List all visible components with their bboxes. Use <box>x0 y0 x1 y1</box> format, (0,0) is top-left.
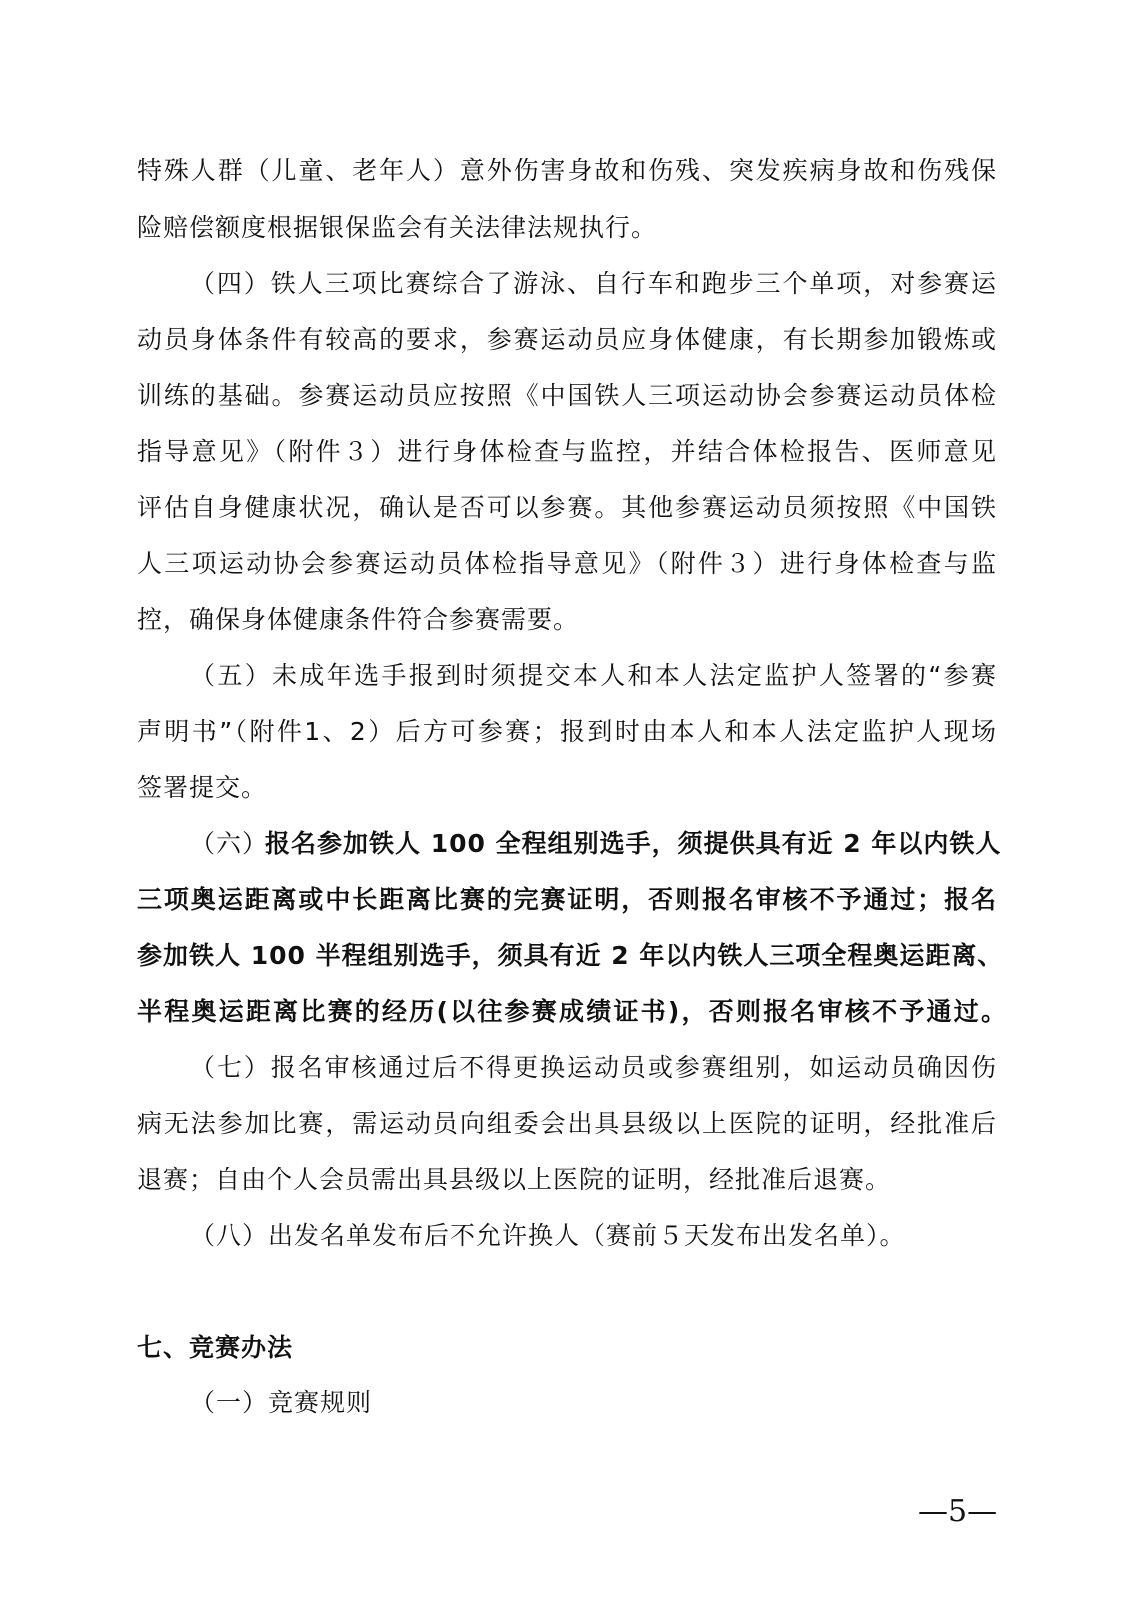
text-line: 动员身体条件有较高的要求，参赛运动员应身体健康，有长期参加锻炼或 <box>137 325 997 354</box>
text-line: 特殊人群（儿童、老年人）意外伤害身故和伤残、突发疾病身故和伤残保 <box>137 156 997 185</box>
text-line: 指导意见》（附件３）进行身体检查与监控，并结合体检报告、医师意见 <box>137 437 997 466</box>
text-line: 病无法参加比赛，需运动员向组委会出具县级以上医院的证明，经批准后 <box>137 1109 997 1138</box>
bold-text-line: 报名参加铁人 100 全程组别选手，须提供具有近 2 年以内铁人 <box>265 829 1002 858</box>
bold-text-line: 参加铁人 100 半程组别选手，须具有近 2 年以内铁人三项全程奥运距离、 <box>137 941 1004 970</box>
text-line: 人三项运动协会参赛运动员体检指导意见》（附件３）进行身体检查与监 <box>137 549 997 578</box>
text-line: 声明书”（附件1、2）后方可参赛；报到时由本人和本人法定监护人现场 <box>137 717 997 746</box>
text-line: （七）报名审核通过后不得更换运动员或参赛组别，如运动员确因伤 <box>190 1053 997 1082</box>
page-number: —5— <box>918 1494 998 1529</box>
text-line: （四）铁人三项比赛综合了游泳、自行车和跑步三个单项，对参赛运 <box>190 269 997 298</box>
text-line: （六） <box>190 829 269 858</box>
text-line: 评估自身健康状况，确认是否可以参赛。其他参赛运动员须按照《中国铁 <box>137 493 997 522</box>
bold-text-line: 三项奥运距离或中长距离比赛的完赛证明，否则报名审核不予通过；报名 <box>137 885 997 914</box>
text-line: 签署提交。 <box>137 773 268 802</box>
subsection-heading: （一）竞赛规则 <box>190 1388 373 1417</box>
text-line: 退赛；自由个人会员需出具县级以上医院的证明，经批准后退赛。 <box>137 1165 892 1194</box>
bold-text-line: 半程奥运距离比赛的经历(以往参赛成绩证书)，否则报名审核不予通过。 <box>137 997 1007 1026</box>
text-line: （五）未成年选手报到时须提交本人和本人法定监护人签署的“参赛 <box>190 661 997 690</box>
section-heading: 七、竞赛办法 <box>137 1333 294 1362</box>
text-line: 险赔偿额度根据银保监会有关法律法规执行。 <box>137 213 658 242</box>
text-line: 训练的基础。参赛运动员应按照《中国铁人三项运动协会参赛运动员体检 <box>137 381 997 410</box>
text-line: 控，确保身体健康条件符合参赛需要。 <box>137 605 580 634</box>
text-line: （八）出发名单发布后不允许换人（赛前５天发布出发名单）。 <box>190 1221 906 1250</box>
